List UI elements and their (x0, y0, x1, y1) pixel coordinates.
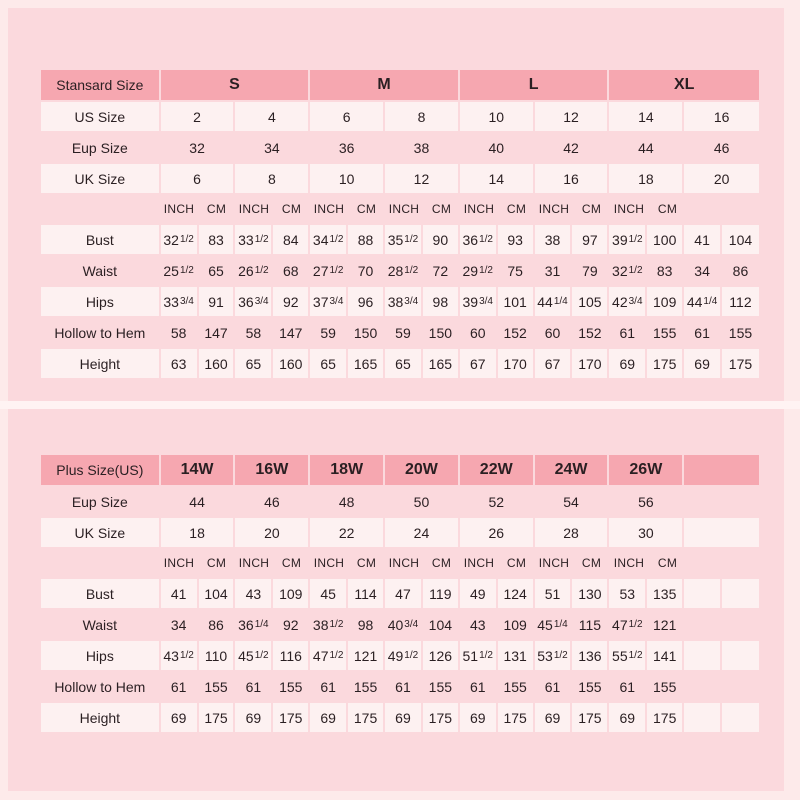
unit-label: INCH (536, 195, 574, 223)
size-header-20w: 20W (385, 455, 460, 485)
measurement-value: 45 (310, 579, 348, 608)
measurement-row-bust (41, 579, 759, 608)
uk-size-row (41, 164, 759, 193)
unit-label: INCH (161, 549, 199, 577)
measurement-value: 36 1/2 (460, 225, 498, 254)
measurement-value: 40 3/4 (385, 610, 423, 639)
measurement-value: 75 (498, 256, 535, 285)
unit-label: INCH (611, 195, 649, 223)
measurement-value: 147 (273, 318, 310, 347)
row-label: Eup Size (41, 133, 161, 162)
row-label: Hips (41, 287, 161, 316)
measurement-row-hips (41, 287, 759, 316)
measurement-value: 61 (385, 672, 423, 701)
size-value: 18 (609, 164, 684, 193)
measurement-value: 155 (647, 672, 684, 701)
measurement-row-bust (41, 225, 759, 254)
size-value: 12 (535, 102, 610, 131)
us-size-row (41, 102, 759, 131)
size-value: 40 (460, 133, 535, 162)
measurement-value (684, 672, 722, 701)
measurement-value: 41 (684, 225, 722, 254)
measurement-value: 69 (310, 703, 348, 732)
measurement-value (722, 579, 759, 608)
measurement-value: 33 1/2 (235, 225, 273, 254)
measurement-value: 58 (235, 318, 273, 347)
measurement-value: 152 (572, 318, 609, 347)
measurement-value: 130 (572, 579, 609, 608)
measurement-value: 121 (647, 610, 684, 639)
measurement-value: 155 (572, 672, 609, 701)
measurement-value: 38 (535, 225, 573, 254)
measurement-value: 147 (199, 318, 236, 347)
measurement-value: 175 (498, 703, 535, 732)
measurement-value: 69 (460, 703, 498, 732)
size-value: 48 (310, 487, 385, 516)
measurement-value: 49 (460, 579, 498, 608)
measurement-value: 97 (572, 225, 609, 254)
measurement-row-hollow-to-hem (41, 672, 759, 701)
measurement-value: 155 (273, 672, 310, 701)
unit-label: CM (499, 195, 536, 223)
measurement-value: 160 (199, 349, 236, 378)
measurement-value (722, 703, 759, 732)
row-label: UK Size (41, 518, 161, 547)
size-header-row (41, 70, 759, 100)
measurement-value: 61 (235, 672, 273, 701)
size-header-row (41, 455, 759, 485)
measurement-value: 37 3/4 (310, 287, 348, 316)
size-value: 4 (235, 102, 310, 131)
unit-label: CM (574, 195, 611, 223)
unit-label: INCH (611, 549, 649, 577)
measurement-value: 44 1/4 (535, 287, 573, 316)
row-label: Hollow to Hem (41, 672, 161, 701)
unit-label: INCH (161, 195, 199, 223)
unit-label: CM (199, 195, 236, 223)
measurement-value: 35 1/2 (385, 225, 423, 254)
unit-label: CM (199, 549, 236, 577)
eup-size-row (41, 487, 759, 516)
unit-label: CM (499, 549, 536, 577)
measurement-value: 41 (161, 579, 199, 608)
row-label: Hips (41, 641, 161, 670)
measurement-value: 68 (273, 256, 310, 285)
measurement-value: 115 (572, 610, 609, 639)
measurement-value: 69 (235, 703, 273, 732)
measurement-value: 51 1/2 (460, 641, 498, 670)
measurement-value: 175 (647, 703, 684, 732)
size-value: 14 (609, 102, 684, 131)
header-label: Stansard Size (41, 70, 161, 100)
measurement-value: 45 1/4 (535, 610, 573, 639)
measurement-row-hollow-to-hem (41, 318, 759, 347)
measurement-value: 126 (423, 641, 460, 670)
measurement-value: 69 (609, 349, 647, 378)
measurement-value: 69 (535, 703, 573, 732)
measurement-value: 175 (722, 349, 759, 378)
measurement-value: 63 (161, 349, 199, 378)
size-value: 28 (535, 518, 610, 547)
standard-size-panel (8, 8, 784, 401)
size-value: 16 (535, 164, 610, 193)
measurement-value: 124 (498, 579, 535, 608)
measurement-value: 112 (722, 287, 759, 316)
size-value: 6 (310, 102, 385, 131)
measurement-value: 170 (498, 349, 535, 378)
size-value: 10 (460, 102, 535, 131)
panel-divider (0, 401, 800, 409)
measurement-value: 175 (348, 703, 385, 732)
measurement-value: 109 (498, 610, 535, 639)
row-label: Hollow to Hem (41, 318, 161, 347)
measurement-value: 141 (647, 641, 684, 670)
measurement-value: 98 (423, 287, 460, 316)
unit-label: INCH (236, 549, 274, 577)
measurement-value: 72 (423, 256, 460, 285)
size-value: 20 (684, 164, 759, 193)
measurement-value: 53 1/2 (535, 641, 573, 670)
measurement-value: 91 (199, 287, 236, 316)
measurement-value: 101 (498, 287, 535, 316)
measurement-value: 47 (385, 579, 423, 608)
measurement-value: 152 (498, 318, 535, 347)
measurement-value: 45 1/2 (235, 641, 273, 670)
measurement-value: 92 (273, 287, 310, 316)
measurement-value: 155 (728, 324, 753, 341)
size-header-xl: XL (609, 70, 759, 100)
row-label: Bust (41, 579, 161, 608)
measurement-value: 47 1/2 (609, 610, 647, 639)
measurement-value: 175 (199, 703, 236, 732)
measurement-value: 61 (609, 672, 647, 701)
measurement-value: 116 (273, 641, 310, 670)
measurement-value: 32 1/2 (161, 225, 199, 254)
size-value (684, 518, 759, 547)
unit-row (41, 549, 759, 577)
measurement-value: 33 3/4 (161, 287, 199, 316)
unit-row-spacer (41, 549, 161, 577)
measurement-value (684, 610, 722, 639)
size-value: 36 (310, 133, 385, 162)
size-value: 18 (161, 518, 236, 547)
measurement-value: 49 1/2 (385, 641, 423, 670)
size-value: 26 (460, 518, 535, 547)
measurement-value: 175 (647, 349, 684, 378)
size-value: 2 (161, 102, 236, 131)
size-value: 34 (235, 133, 310, 162)
unit-label: INCH (386, 549, 424, 577)
unit-label: INCH (461, 195, 499, 223)
plus-size-panel (8, 409, 784, 791)
size-header-m: M (310, 70, 460, 100)
unit-label: INCH (311, 195, 349, 223)
row-label: Waist (41, 256, 161, 285)
measurement-value: 83 (647, 256, 684, 285)
measurement-value: 31 (535, 256, 573, 285)
measurement-value: 60 (460, 318, 498, 347)
measurement-value: 39 1/2 (609, 225, 647, 254)
size-header-22w: 22W (460, 455, 535, 485)
measurement-value: 43 1/2 (161, 641, 199, 670)
size-value: 24 (385, 518, 460, 547)
size-header-18w: 18W (310, 455, 385, 485)
measurement-value (684, 641, 722, 670)
measurement-value: 39 3/4 (460, 287, 498, 316)
unit-label: CM (574, 549, 611, 577)
measurement-value: 47 1/2 (310, 641, 348, 670)
size-value: 6 (161, 164, 236, 193)
measurement-value: 90 (423, 225, 460, 254)
measurement-value: 69 (684, 349, 722, 378)
size-value: 8 (385, 102, 460, 131)
size-value: 56 (609, 487, 684, 516)
eup-size-row (41, 133, 759, 162)
size-value: 10 (310, 164, 385, 193)
measurement-value: 92 (273, 610, 310, 639)
size-value: 44 (609, 133, 684, 162)
size-value: 38 (385, 133, 460, 162)
unit-label: CM (349, 195, 386, 223)
unit-label: CM (424, 549, 461, 577)
measurement-value: 61 (310, 672, 348, 701)
measurement-value: 69 (385, 703, 423, 732)
measurement-value: 98 (348, 610, 385, 639)
measurement-value: 69 (161, 703, 199, 732)
measurement-value: 65 (235, 349, 273, 378)
size-header-24w: 24W (535, 455, 610, 485)
size-header-26w: 26W (609, 455, 684, 485)
row-label: Bust (41, 225, 161, 254)
measurement-value: 175 (423, 703, 460, 732)
measurement-value: 65 (385, 349, 423, 378)
measurement-value: 110 (199, 641, 236, 670)
unit-label: CM (349, 549, 386, 577)
measurement-value: 84 (273, 225, 310, 254)
measurement-value: 104 (199, 579, 236, 608)
measurement-value: 93 (498, 225, 535, 254)
unit-label: INCH (386, 195, 424, 223)
measurement-value: 34 (684, 256, 722, 285)
size-value: 32 (161, 133, 236, 162)
standard-size-table (41, 70, 759, 378)
measurement-value: 43 (235, 579, 273, 608)
measurement-value: 36 1/4 (235, 610, 273, 639)
measurement-value: 60 (535, 318, 573, 347)
measurement-value: 114 (348, 579, 385, 608)
size-value: 52 (460, 487, 535, 516)
measurement-value (684, 579, 722, 608)
measurement-value: 131 (498, 641, 535, 670)
measurement-value: 67 (460, 349, 498, 378)
row-label: Eup Size (41, 487, 161, 516)
row-label: Waist (41, 610, 161, 639)
unit-label: INCH (536, 549, 574, 577)
measurement-value: 96 (348, 287, 385, 316)
unit-label: CM (424, 195, 461, 223)
header-label: Plus Size(US) (41, 455, 161, 485)
measurement-value: 61 (460, 672, 498, 701)
measurement-value: 32 1/2 (609, 256, 647, 285)
measurement-value: 155 (199, 672, 236, 701)
unit-label: INCH (461, 549, 499, 577)
measurement-value: 155 (423, 672, 460, 701)
measurement-value: 59 (310, 318, 348, 347)
measurement-value: 83 (199, 225, 236, 254)
measurement-value: 155 (647, 318, 684, 347)
size-value: 20 (235, 518, 310, 547)
measurement-value: 175 (572, 703, 609, 732)
measurement-value (722, 610, 759, 639)
measurement-value: 121 (348, 641, 385, 670)
size-header-blank (684, 455, 759, 485)
size-value: 12 (385, 164, 460, 193)
measurement-value: 86 (199, 610, 236, 639)
measurement-value: 27 1/2 (310, 256, 348, 285)
measurement-value: 109 (273, 579, 310, 608)
unit-row-spacer (41, 195, 161, 223)
measurement-value: 34 (161, 610, 199, 639)
size-header-14w: 14W (161, 455, 236, 485)
measurement-value: 58 (161, 318, 199, 347)
row-label: Height (41, 703, 161, 732)
measurement-row-height (41, 349, 759, 378)
measurement-value: 61 (161, 672, 199, 701)
measurement-value: 155 (348, 672, 385, 701)
size-value: 44 (161, 487, 236, 516)
measurement-value (722, 641, 759, 670)
uk-size-row (41, 518, 759, 547)
measurement-value: 28 1/2 (385, 256, 423, 285)
unit-label: INCH (311, 549, 349, 577)
measurement-value: 170 (572, 349, 609, 378)
measurement-value: 61 (535, 672, 573, 701)
measurement-value (722, 672, 759, 701)
size-value: 50 (385, 487, 460, 516)
measurement-value: 29 1/2 (460, 256, 498, 285)
measurement-value: 150 (348, 318, 385, 347)
measurement-value: 59 (385, 318, 423, 347)
size-header-s: S (161, 70, 311, 100)
size-value: 16 (684, 102, 759, 131)
size-value: 46 (235, 487, 310, 516)
measurement-value: 104 (722, 225, 759, 254)
size-value: 46 (713, 139, 730, 156)
measurement-value: 104 (423, 610, 460, 639)
measurement-row-height (41, 703, 759, 732)
unit-label: CM (274, 549, 311, 577)
measurement-value: 44 1/4 (684, 287, 722, 316)
measurement-value: 34 1/2 (310, 225, 348, 254)
measurement-value: 38 3/4 (385, 287, 423, 316)
row-label: US Size (41, 102, 161, 131)
measurement-value: 119 (423, 579, 460, 608)
measurement-value: 165 (348, 349, 385, 378)
row-label: UK Size (41, 164, 161, 193)
size-value (684, 487, 759, 516)
measurement-value: 42 3/4 (609, 287, 647, 316)
measurement-value: 61 (684, 318, 722, 347)
size-value: 22 (310, 518, 385, 547)
measurement-value (684, 703, 722, 732)
size-value: 14 (460, 164, 535, 193)
unit-label: CM (274, 195, 311, 223)
unit-label: CM (657, 556, 678, 570)
size-value: 8 (235, 164, 310, 193)
unit-label: CM (657, 202, 678, 216)
measurement-value: 88 (348, 225, 385, 254)
measurement-value: 86 (732, 262, 749, 279)
measurement-value: 51 (535, 579, 573, 608)
measurement-row-waist (41, 256, 759, 285)
measurement-value: 67 (535, 349, 573, 378)
measurement-value: 61 (609, 318, 647, 347)
size-value: 30 (609, 518, 684, 547)
plus-size-table (41, 455, 759, 732)
measurement-row-hips (41, 641, 759, 670)
row-label: Height (41, 349, 161, 378)
size-value: 42 (535, 133, 610, 162)
measurement-value: 100 (647, 225, 684, 254)
unit-row (41, 195, 759, 223)
measurement-value: 65 (310, 349, 348, 378)
measurement-value: 165 (423, 349, 460, 378)
size-header-16w: 16W (235, 455, 310, 485)
measurement-row-waist (41, 610, 759, 639)
size-header-l: L (460, 70, 610, 100)
measurement-value: 150 (423, 318, 460, 347)
measurement-value: 136 (572, 641, 609, 670)
measurement-value: 135 (647, 579, 684, 608)
measurement-value: 105 (572, 287, 609, 316)
measurement-value: 175 (273, 703, 310, 732)
measurement-value: 38 1/2 (310, 610, 348, 639)
unit-label: INCH (236, 195, 274, 223)
measurement-value: 53 (609, 579, 647, 608)
measurement-value: 26 1/2 (235, 256, 273, 285)
measurement-value: 69 (609, 703, 647, 732)
measurement-value: 25 1/2 (161, 256, 199, 285)
size-value: 54 (535, 487, 610, 516)
measurement-value: 155 (498, 672, 535, 701)
measurement-value: 70 (348, 256, 385, 285)
measurement-value: 43 (460, 610, 498, 639)
measurement-value: 65 (199, 256, 236, 285)
measurement-value: 55 1/2 (609, 641, 647, 670)
measurement-value: 36 3/4 (235, 287, 273, 316)
measurement-value: 109 (647, 287, 684, 316)
measurement-value: 160 (273, 349, 310, 378)
measurement-value: 79 (572, 256, 609, 285)
